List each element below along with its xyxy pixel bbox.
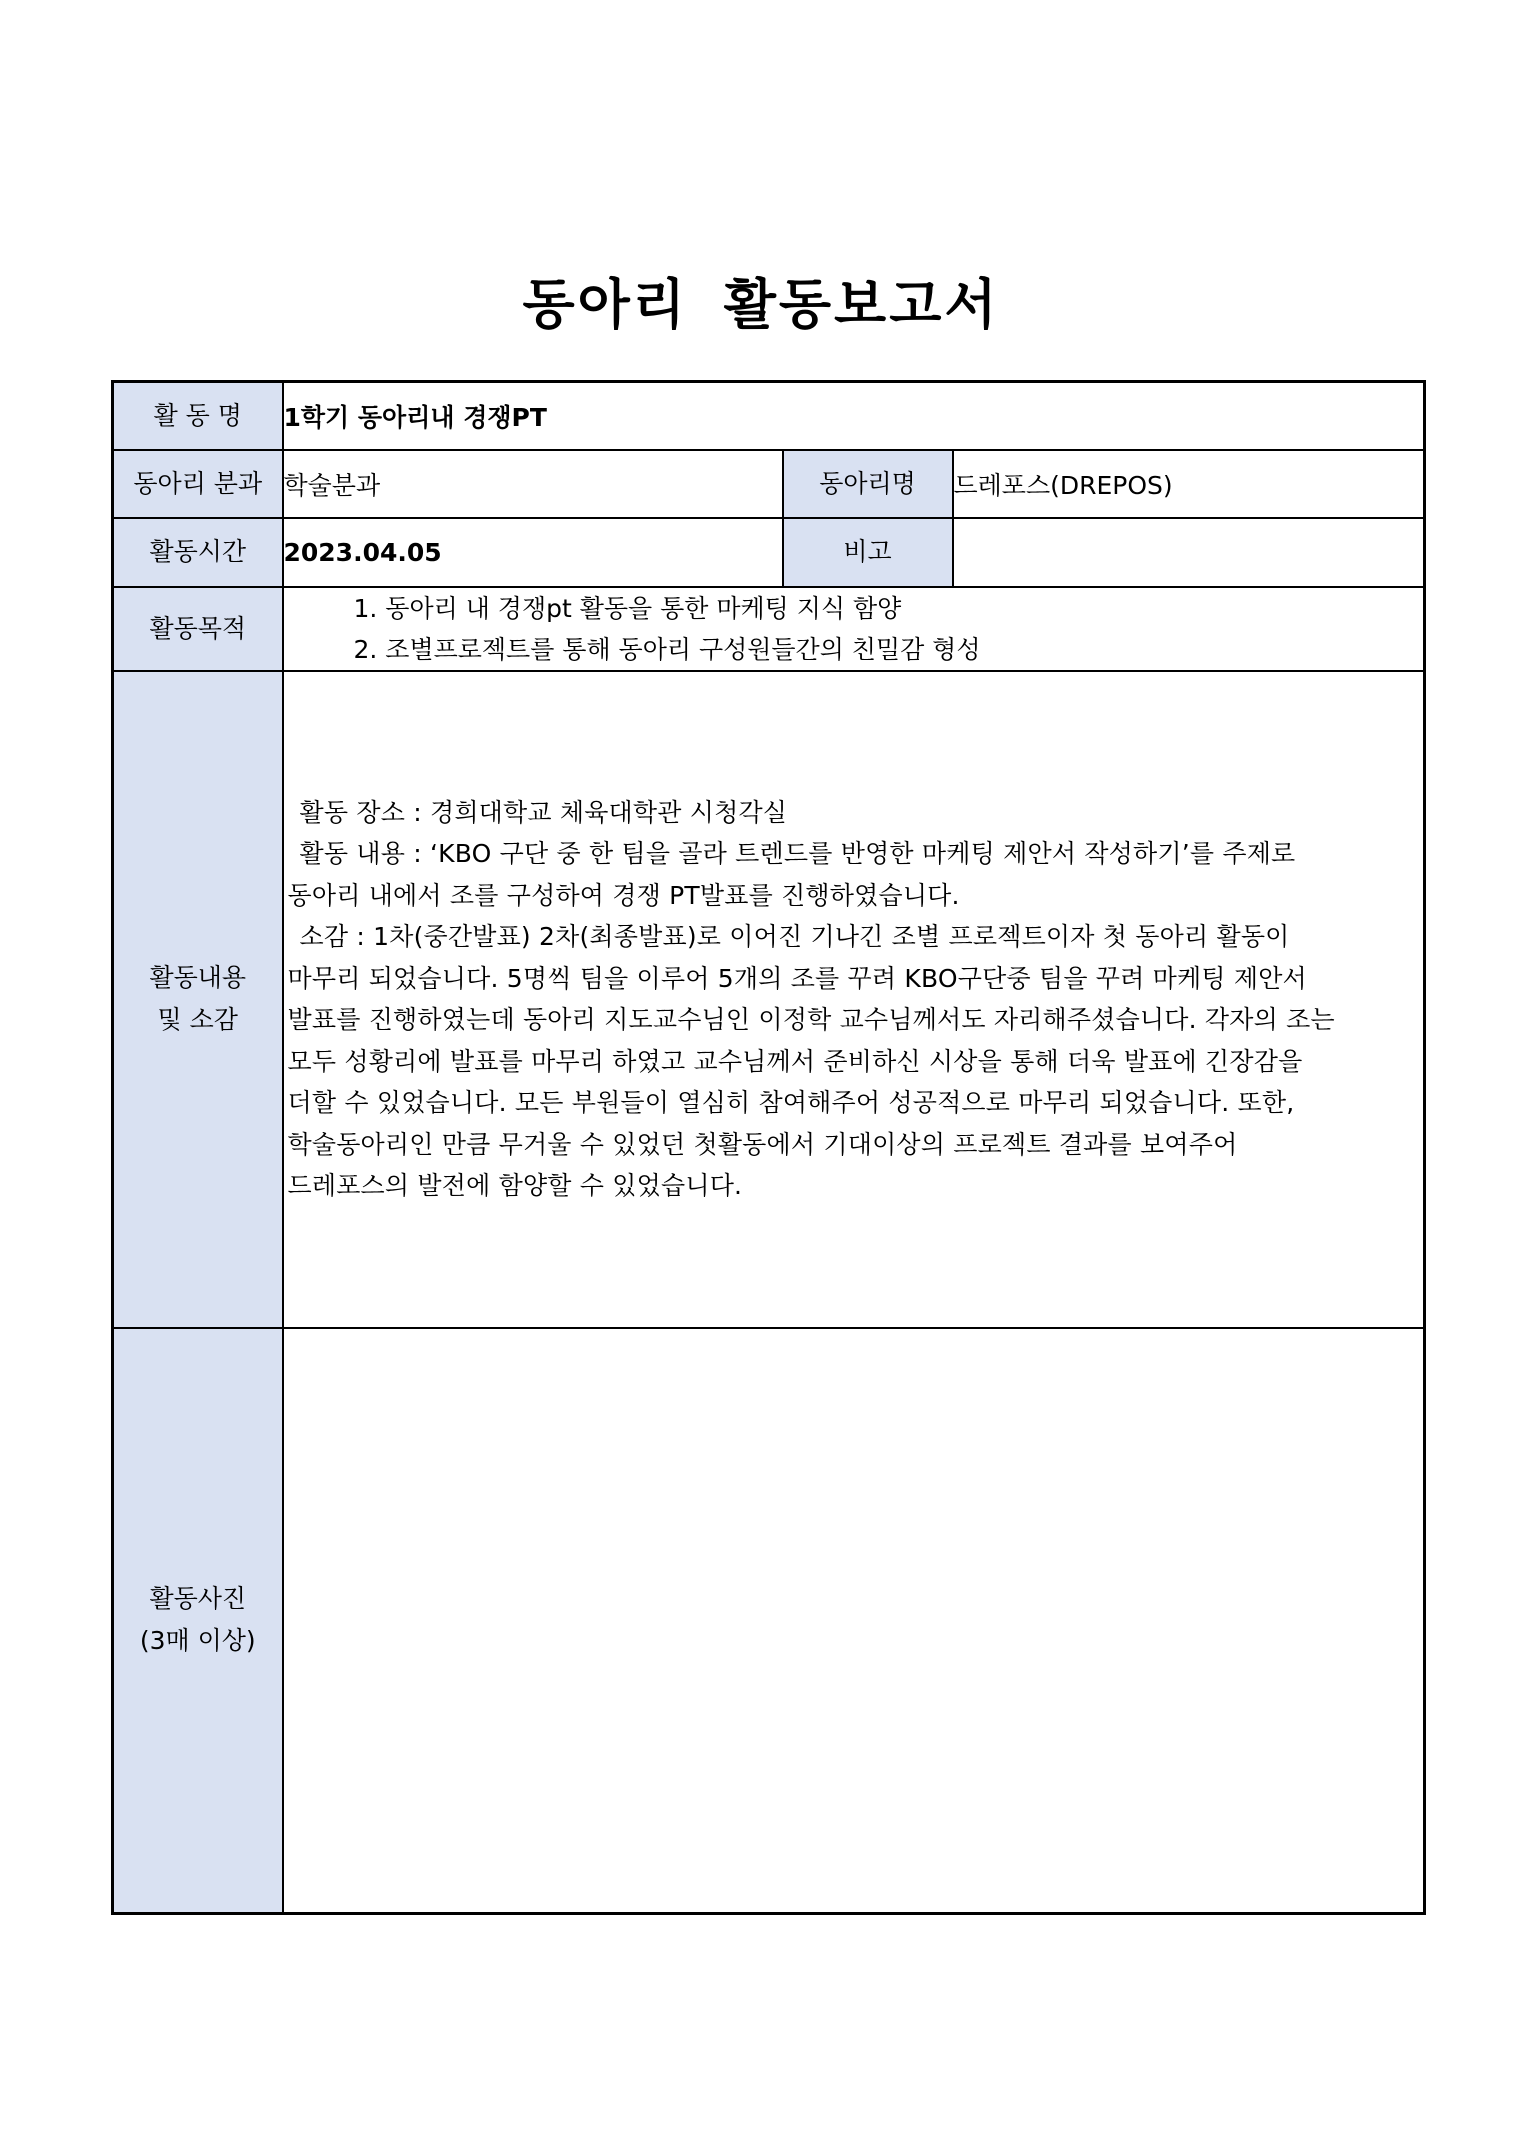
time-value: 2023.04.05	[283, 518, 783, 587]
photos-label-line1: 활동사진	[149, 1584, 247, 1614]
content-label-line1: 활동내용	[149, 963, 247, 992]
purpose-item: 1. 동아리 내 경쟁pt 활동을 통한 마케팅 지식 함양	[353, 593, 902, 623]
content-line: 동아리 내에서 조를 구성하여 경쟁 PT발표를 진행하였습니다.	[287, 880, 960, 910]
purpose-value	[283, 587, 1425, 671]
content-line: 발표를 진행하였는데 동아리 지도교수님인 이정학 교수님께서도 자리해주셨습니다. 각자의 조는	[287, 1005, 1335, 1034]
division-label: 동아리 분과	[113, 450, 283, 518]
content-line: 학술동아리인 만큼 무거울 수 있었던 첫활동에서 기대이상의 프로젝트 결과를 보여주어	[287, 1129, 1238, 1159]
content-label	[113, 671, 283, 1328]
row-division	[113, 450, 1425, 518]
activity-name-value: 1학기 동아리내 경쟁PT	[283, 382, 1425, 450]
content-line: 마무리 되었습니다. 5명씩 팀을 이루어 5개의 조를 꾸려 KBO구단중 팀을 꾸려 마케팅 제안서	[287, 963, 1307, 993]
row-content	[113, 671, 1425, 1328]
report-table	[111, 380, 1426, 1915]
purpose-list	[284, 588, 1424, 670]
content-line: 활동 내용 : ‘KBO 구단 중 한 팀을 골라 트렌드를 반영한 마케팅 제안서 작성하기’를 주제로	[299, 839, 1296, 868]
content-body	[284, 792, 1424, 1207]
content-label-line2: 및 소감	[157, 1005, 238, 1034]
content-line: 더할 수 있었습니다. 모든 부원들이 열심히 참여해주어 성공적으로 마무리 되었습니다. 또한,	[287, 1088, 1295, 1117]
photos-label	[113, 1328, 283, 1914]
purpose-label: 활동목적	[113, 587, 283, 671]
content-line: 드레포스의 발전에 함양할 수 있었습니다.	[287, 1171, 743, 1200]
club-name-label: 동아리명	[783, 450, 953, 518]
purpose-item: 2. 조별프로젝트를 통해 동아리 구성원들간의 친밀감 형성	[353, 634, 981, 664]
content-line: 소감 : 1차(중간발표) 2차(최종발표)로 이어진 기나긴 조별 프로젝트이자 첫 동아리 활동이	[299, 922, 1290, 951]
row-activity-name	[113, 382, 1425, 450]
photos-area	[283, 1328, 1425, 1914]
row-photos	[113, 1328, 1425, 1914]
document-title: 동아리 활동보고서	[522, 273, 1000, 336]
row-purpose	[113, 587, 1425, 671]
activity-name-label: 활 동 명	[113, 382, 283, 450]
content-line: 활동 장소 : 경희대학교 체육대학관 시청각실	[299, 797, 788, 827]
content-line: 모두 성황리에 발표를 마무리 하였고 교수님께서 준비하신 시상을 통해 더욱 발표에 긴장감을	[287, 1046, 1303, 1076]
photos-label-line2: (3매 이상)	[139, 1626, 256, 1656]
division-value: 학술분과	[283, 450, 783, 518]
time-label: 활동시간	[113, 518, 283, 587]
content-value	[283, 671, 1425, 1328]
remarks-label: 비고	[783, 518, 953, 587]
remarks-value	[953, 518, 1425, 587]
club-name-value: 드레포스(DREPOS)	[953, 450, 1425, 518]
row-time	[113, 518, 1425, 587]
